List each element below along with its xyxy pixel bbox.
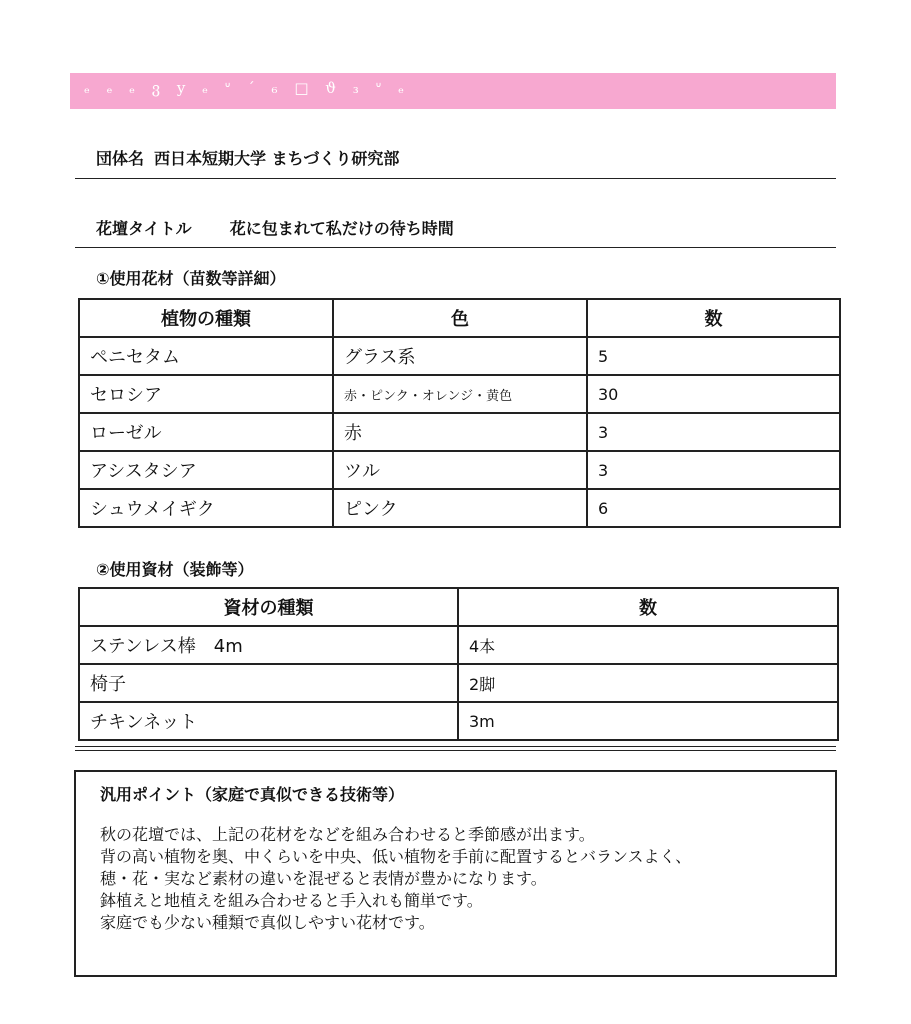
material-count-cell: 3m [458, 702, 838, 740]
plant-color-cell: 赤 [333, 413, 587, 451]
points-body [100, 824, 691, 934]
column-header: 植物の種類 [79, 299, 333, 337]
plant-type-cell: ローゼル [79, 413, 333, 451]
plant-color-cell: ピンク [333, 489, 587, 527]
points-line: 家庭でも少ない種類で真似しやすい花材です。 [100, 913, 435, 932]
plant-type-cell: ペニセタム [79, 337, 333, 375]
organization-name: 西日本短期大学 まちづくり研究部 [154, 149, 400, 168]
table-row [79, 451, 840, 489]
column-header: 資材の種類 [79, 588, 458, 626]
table-row [79, 702, 838, 740]
table-row [79, 337, 840, 375]
points-line: 背の高い植物を奥、中くらいを中央、低い植物を手前に配置するとバランスよく、 [100, 847, 692, 866]
material-type-cell: チキンネット [79, 702, 458, 740]
plants-table [78, 298, 841, 528]
flowerbed-title: 花に包まれて私だけの待ち時間 [229, 219, 454, 238]
table-row [79, 375, 840, 413]
points-line: 秋の花壇では、上記の花材をなどを組み合わせると季節感が出ます。 [100, 825, 595, 844]
table-header-row [79, 588, 838, 626]
points-line: 鉢植えと地植えを組み合わせると手入れも簡単です。 [100, 891, 483, 910]
points-title: 汎用ポイント（家庭で真似できる技術等） [100, 785, 405, 804]
plant-count-cell: 5 [587, 337, 840, 375]
plant-color-cell: グラス系 [333, 337, 587, 375]
material-count-cell: 2脚 [458, 664, 838, 702]
material-type-cell: 椅子 [79, 664, 458, 702]
plant-type-cell: アシスタシア [79, 451, 333, 489]
table-row [79, 413, 840, 451]
material-type-cell: ステンレス棒 4m [79, 626, 458, 664]
materials-table [78, 587, 839, 741]
material-count-cell: 4本 [458, 626, 838, 664]
column-header: 数 [458, 588, 838, 626]
header-banner [70, 73, 836, 109]
table-row [79, 489, 840, 527]
divider [75, 746, 836, 751]
organization-row [96, 146, 399, 169]
plant-count-cell: 6 [587, 489, 840, 527]
banner-text: ₑ ₑ ₑ ვ y ₑ ᐡ ˊ ₆ □ ϑ ₃ ᐡ ₑ [84, 79, 410, 97]
divider [75, 247, 836, 248]
plant-count-cell: 3 [587, 451, 840, 489]
flowerbed-title-row [96, 216, 454, 239]
table-row [79, 626, 838, 664]
column-header: 色 [333, 299, 587, 337]
column-header: 数 [587, 299, 840, 337]
plant-color-cell: ツル [333, 451, 587, 489]
organization-label: 団体名 [96, 149, 145, 168]
plant-count-cell: 3 [587, 413, 840, 451]
plant-color-cell: 赤・ピンク・オレンジ・黄色 [333, 375, 587, 413]
divider [75, 178, 836, 179]
materials-section-heading: ②使用資材（装飾等） [96, 560, 254, 579]
points-line: 穂・花・実など素材の違いを混ぜると表情が豊かになります。 [100, 869, 547, 888]
plant-count-cell: 30 [587, 375, 840, 413]
plants-section-heading: ①使用花材（苗数等詳細） [96, 269, 286, 288]
flowerbed-title-label: 花壇タイトル [96, 219, 192, 238]
plant-type-cell: セロシア [79, 375, 333, 413]
table-row [79, 664, 838, 702]
plant-type-cell: シュウメイギク [79, 489, 333, 527]
table-header-row [79, 299, 840, 337]
points-box [74, 770, 837, 977]
